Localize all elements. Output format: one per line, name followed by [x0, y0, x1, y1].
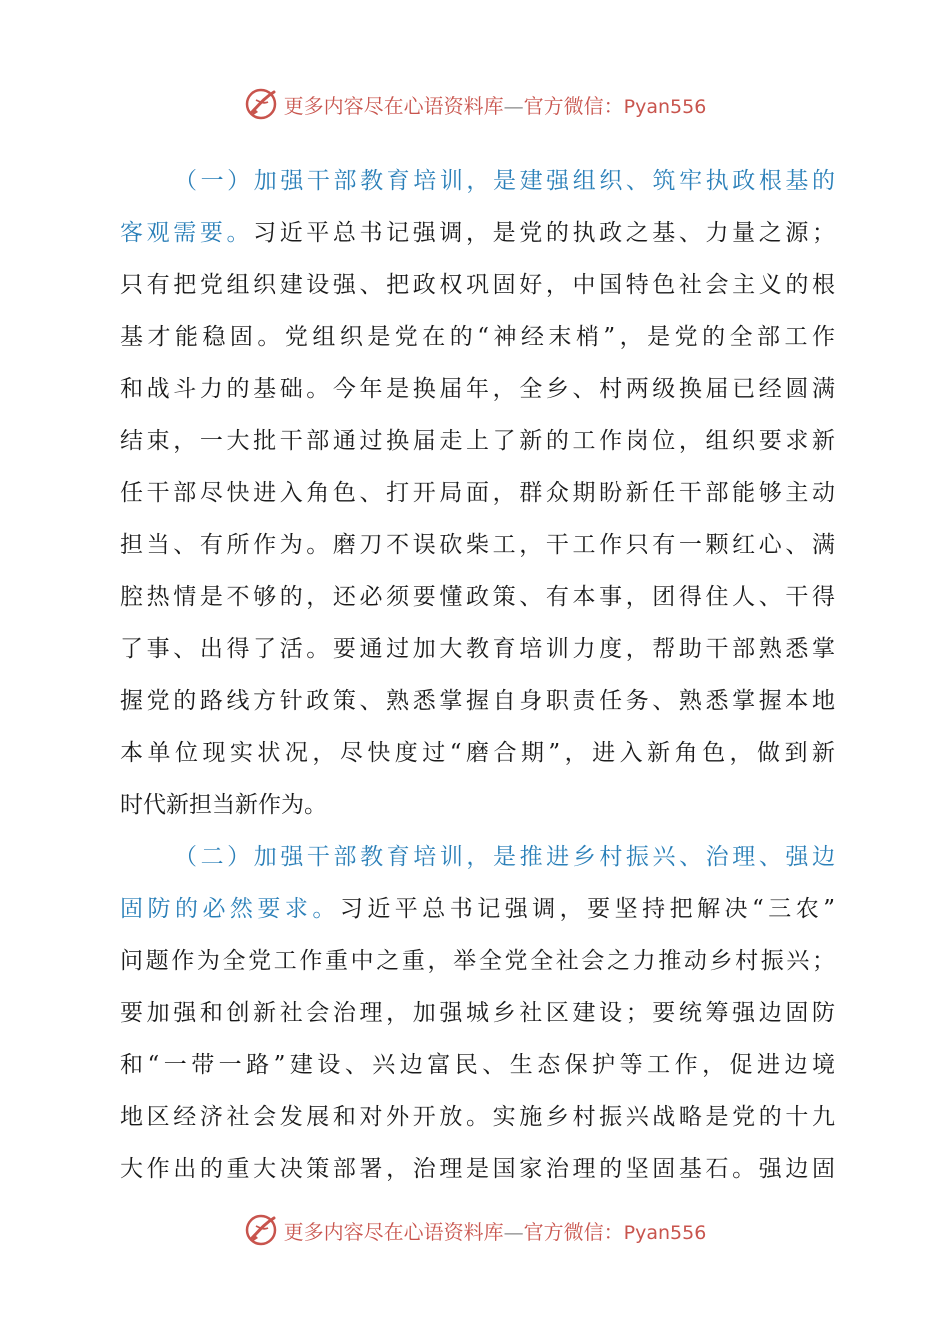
watermark-header — [0, 84, 950, 124]
paragraph-1-line-2: 客观需要。习近平总书记强调，是党的执政之基、力量之源； — [120, 220, 836, 246]
paragraph-1-heading: （一）加强干部教育培训，是建强组织、筑牢执政根基的 — [174, 168, 835, 194]
paragraph-2-line-4: 要加强和创新社会治理，加强城乡社区建设；要统筹强边固防 — [120, 1000, 835, 1026]
paragraph-1-line-6: 结束，一大批干部通过换届走上了新的工作岗位，组织要求新 — [120, 428, 835, 454]
paragraph-2-line-2: 固防的必然要求。习近平总书记强调，要坚持把解决“三农” — [120, 896, 835, 922]
watermark-footer-text: 更多内容尽在心语资料库—官方微信：Pyan556 — [283, 1219, 707, 1244]
document-body — [120, 155, 835, 1195]
pen-logo-icon — [244, 86, 280, 122]
paragraph-1-line-5: 和战斗力的基础。今年是换届年，全乡、村两级换届已经圆满 — [120, 376, 835, 402]
paragraph-2-heading: （二）加强干部教育培训，是推进乡村振兴、治理、强边 — [174, 844, 835, 870]
paragraph-2-line-1 — [120, 831, 835, 883]
paragraph-1-line-1 — [120, 155, 835, 207]
watermark-footer — [0, 1210, 950, 1250]
paragraph-1-line-11: 握党的路线方针政策、熟悉掌握自身职责任务、熟悉掌握本地 — [120, 688, 835, 714]
pen-logo-icon — [244, 1212, 280, 1248]
paragraph-2-line-5: 和“一带一路”建设、兴边富民、生态保护等工作，促进边境 — [120, 1052, 835, 1078]
paragraph-1-line-7: 任干部尽快进入角色、打开局面，群众期盼新任干部能够主动 — [120, 480, 835, 506]
paragraph-1-line-12: 本单位现实状况，尽快度过“磨合期”，进入新角色，做到新 — [120, 740, 835, 766]
paragraph-2-line-7: 大作出的重大决策部署，治理是国家治理的坚固基石。强边固 — [120, 1156, 835, 1182]
paragraph-2-line-3: 问题作为全党工作重中之重，举全党全社会之力推动乡村振兴； — [120, 948, 835, 974]
paragraph-1-line-9: 腔热情是不够的，还必须要懂政策、有本事，团得住人、干得 — [120, 584, 835, 610]
watermark-header-text: 更多内容尽在心语资料库—官方微信：Pyan556 — [283, 93, 707, 118]
paragraph-2-line-6: 地区经济社会发展和对外开放。实施乡村振兴战略是党的十九 — [120, 1104, 835, 1130]
paragraph-1-line-8: 担当、有所作为。磨刀不误砍柴工，干工作只有一颗红心、满 — [120, 532, 835, 558]
paragraph-1-line-13: 时代新担当新作为。 — [120, 792, 327, 818]
paragraph-1-line-10: 了事、出得了活。要通过加大教育培训力度，帮助干部熟悉掌 — [120, 636, 835, 662]
paragraph-1-line-3: 只有把党组织建设强、把政权巩固好，中国特色社会主义的根 — [120, 272, 835, 298]
paragraph-1-line-4: 基才能稳固。党组织是党在的“神经末梢”，是党的全部工作 — [120, 324, 835, 350]
